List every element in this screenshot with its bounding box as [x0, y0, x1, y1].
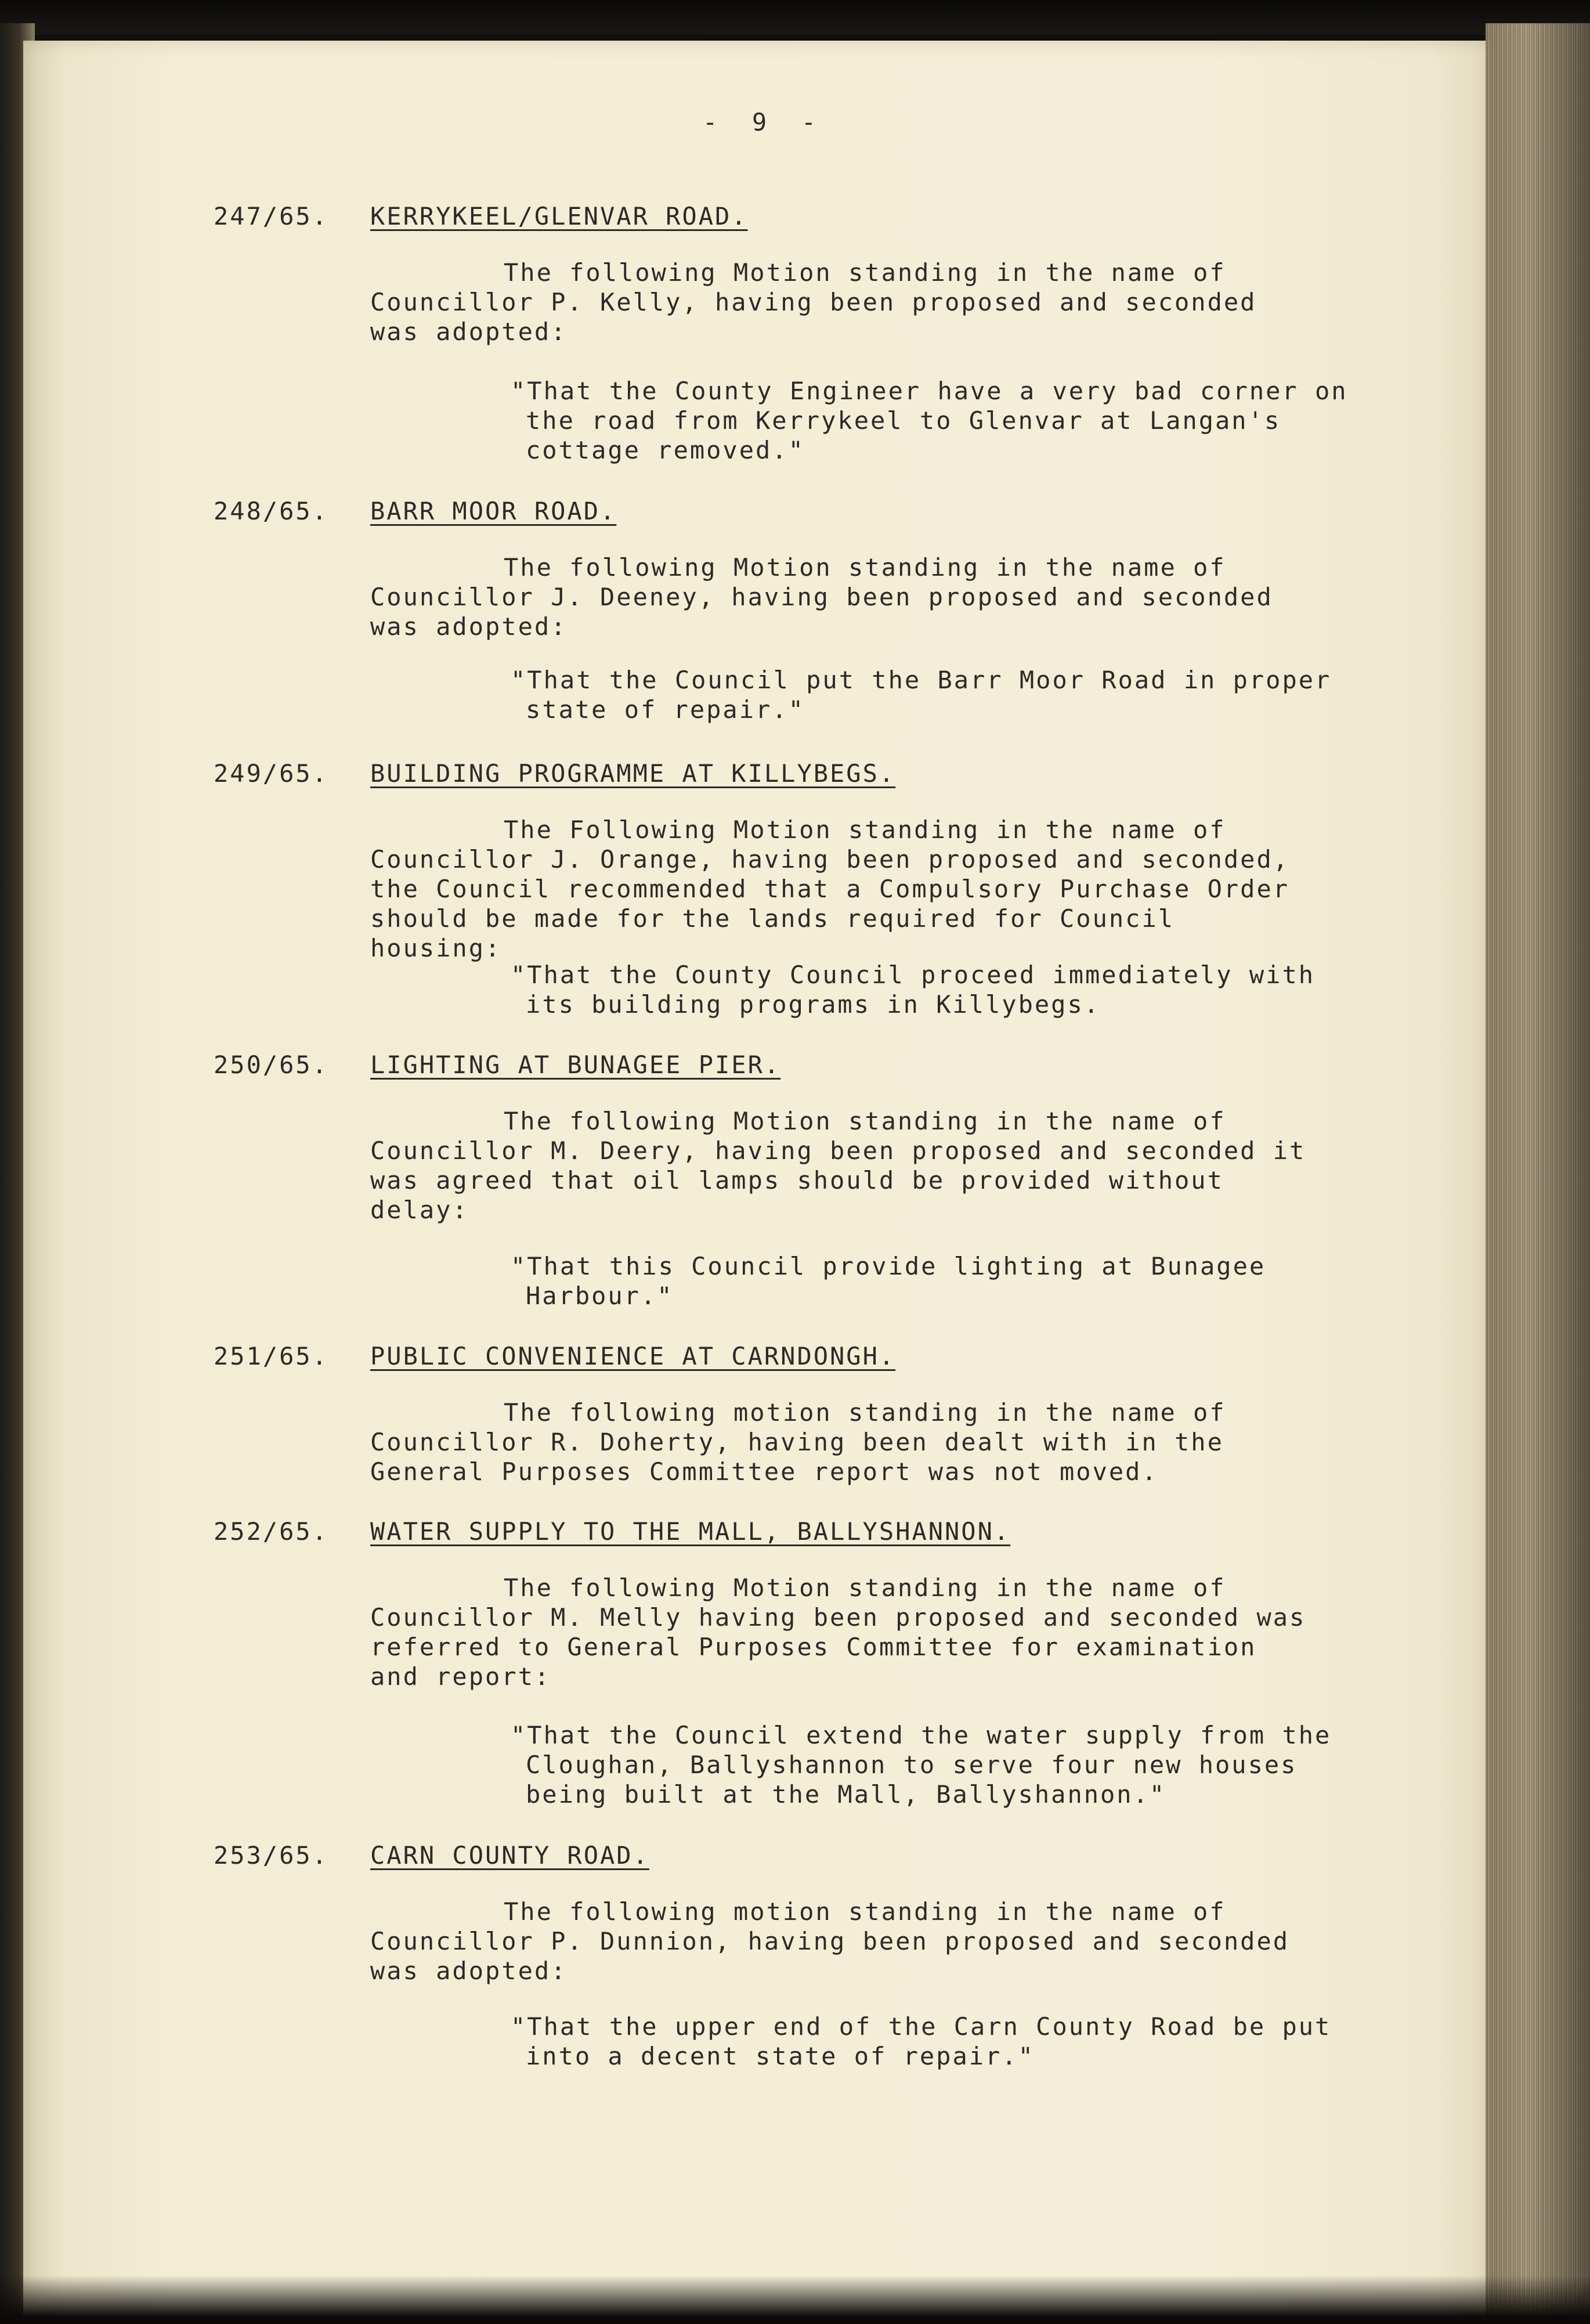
minute-body-text: The following Motion standing in the name of Councillor M. Deery, having been proposed and seconded it was agreed that oil lamps should be provided without delay: [370, 1107, 1306, 1224]
page-number: - 9 - [702, 108, 818, 136]
minute-body-text: The following motion standing in the name of Councillor P. Dunnion, having been proposed and seconded was adopted: [370, 1897, 1290, 1985]
minute-body [370, 1106, 1322, 1225]
minute-body [370, 1398, 1322, 1486]
minute-body-text: The following Motion standing in the name of Councillor M. Melly having been proposed and seconded was referred to General Purposes Committee for examination and report: [370, 1574, 1306, 1691]
minute-number: 248/65. [214, 497, 329, 525]
minute-body [370, 1897, 1322, 1986]
minute-body [370, 258, 1322, 347]
minute-title: KERRYKEEL/GLENVAR ROAD. [370, 202, 748, 230]
minute-body-text: The Following Motion standing in the name of Councillor J. Orange, having been proposed and seconded, the Council recommended that a Compulsory Purchase Order should be made for the lands required for Council housing: [370, 815, 1290, 962]
minute-title: WATER SUPPLY TO THE MALL, BALLYSHANNON. [370, 1517, 1011, 1546]
minute-title: BARR MOOR ROAD. [370, 497, 617, 525]
motion-quote: "That the upper end of the Carn County Road be put into a decent state of repair." [511, 2012, 1332, 2070]
motion-quote: "That this Council provide lighting at Bunagee Harbour." [511, 1252, 1266, 1310]
minute-number: 252/65. [214, 1517, 329, 1546]
minute-number: 250/65. [214, 1051, 329, 1079]
motion-quote: "That the County Council proceed immediately with its building programs in Killybegs. [511, 961, 1316, 1019]
minute-number: 251/65. [214, 1342, 329, 1370]
minute-body [370, 815, 1322, 963]
minute-body-text: The following motion standing in the name of Councillor R. Doherty, having been dealt with in the General Purposes Committee report was not moved. [370, 1398, 1226, 1486]
minute-number: 247/65. [214, 202, 329, 230]
minute-body [370, 553, 1322, 641]
motion-quote: "That the Council extend the water supply from the Cloughan, Ballyshannon to serve four new houses being built at the Mall, Ballyshannon." [511, 1721, 1332, 1809]
minute-title: PUBLIC CONVENIENCE AT CARNDONGH. [370, 1342, 896, 1370]
motion-quote: "That the County Engineer have a very bad corner on the road from Kerrykeel to Glenvar at Langan's cottage removed." [511, 377, 1348, 464]
minute-number: 253/65. [214, 1841, 329, 1870]
minute-number: 249/65. [214, 759, 329, 788]
minute-body [370, 1573, 1322, 1691]
minute-title: CARN COUNTY ROAD. [370, 1841, 649, 1870]
minute-body-text: The following Motion standing in the name of Councillor J. Deeney, having been proposed and seconded was adopted: [370, 553, 1273, 641]
minute-body-text: The following Motion standing in the name of Councillor P. Kelly, having been proposed and seconded was adopted: [370, 258, 1257, 346]
motion-quote: "That the Council put the Barr Moor Road in proper state of repair." [511, 666, 1332, 724]
minute-title: BUILDING PROGRAMME AT KILLYBEGS. [370, 759, 896, 788]
minute-title: LIGHTING AT BUNAGEE PIER. [370, 1051, 781, 1079]
